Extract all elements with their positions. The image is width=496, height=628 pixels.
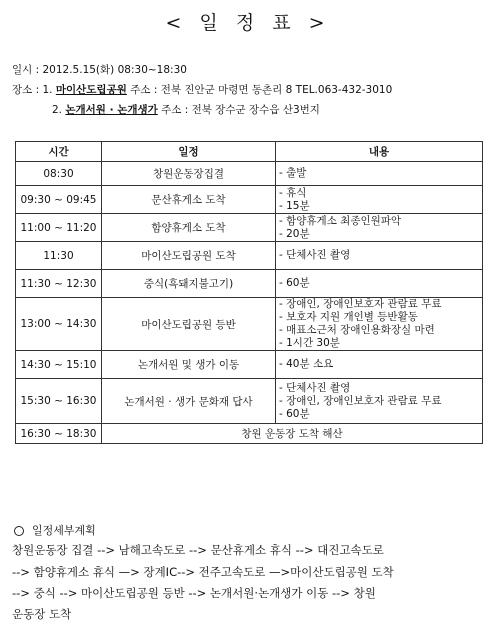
- place-line-1: [12, 82, 392, 97]
- place1-prefix: 장소 : 1.: [12, 84, 56, 96]
- cell-event-merged: 창원 운동장 도착 해산: [102, 424, 483, 444]
- place2-name: 논개서원 · 논개생가: [65, 104, 158, 116]
- cell-event: 논개서원 및 생가 이동: [102, 351, 276, 379]
- detail-line: 운동장 도착: [12, 607, 72, 621]
- cell-details: [276, 298, 483, 351]
- detail-item: - 60분: [279, 407, 310, 420]
- cell-event: 마이산도립공원 등반: [102, 298, 276, 351]
- detail-line: 창원운동장 집결 --> 남해고속도로 --> 문산휴게소 휴식 --> 대진고속도로: [12, 543, 384, 557]
- cell-event: 중식(흑돼지불고기): [102, 270, 276, 298]
- cell-details: [276, 242, 483, 270]
- circle-bullet-icon: [14, 526, 24, 536]
- schedule-body: [16, 162, 483, 444]
- cell-time: 08:30: [16, 162, 102, 186]
- table-header-row: [16, 142, 483, 162]
- cell-time: 14:30 ~ 15:10: [16, 351, 102, 379]
- detail-item: - 20분: [279, 227, 310, 240]
- place2-address: 주소 : 전북 장수군 장수읍 산3번지: [157, 104, 320, 116]
- detail-item: - 40분 소요: [279, 358, 334, 370]
- detail-line: --> 함양휴게소 휴식 —> 장계IC--> 전주고속도로 —>마이산도립공원 도착: [12, 565, 394, 579]
- table-row: [16, 242, 483, 270]
- place2-prefix: 2.: [52, 104, 66, 116]
- detail-heading-text: 일정세부계획: [32, 524, 96, 537]
- cell-event: 함양휴게소 도착: [102, 214, 276, 242]
- detail-item: - 장애인, 장애인보호자 관람료 무료: [279, 298, 442, 310]
- cell-details: [276, 162, 483, 186]
- schedule-table: [15, 141, 483, 444]
- header-event: 일정: [102, 142, 276, 162]
- table-row: [16, 351, 483, 379]
- table-row: [16, 214, 483, 242]
- table-row: [16, 379, 483, 424]
- cell-event: 마이산도립공원 도착: [102, 242, 276, 270]
- page-title: < 일 정 표 >: [165, 12, 331, 34]
- detail-item: - 출발: [279, 167, 307, 179]
- cell-time: 13:00 ~ 14:30: [16, 298, 102, 351]
- cell-details: [276, 214, 483, 242]
- detail-item: - 1시간 30분: [279, 337, 340, 349]
- detail-item: - 장애인, 장애인보호자 관람료 무료: [279, 394, 442, 407]
- cell-details: [276, 270, 483, 298]
- place1-address: 주소 : 전북 진안군 마령면 동촌리 8 TEL.063-432-3010: [126, 84, 393, 96]
- cell-time: 11:00 ~ 11:20: [16, 214, 102, 242]
- header-details: 내용: [276, 142, 483, 162]
- header-time: 시간: [16, 142, 102, 162]
- detail-item: - 보호자 지원 개인별 등반활동: [279, 311, 418, 323]
- cell-details: [276, 186, 483, 214]
- cell-time: 11:30: [16, 242, 102, 270]
- cell-time: 15:30 ~ 16:30: [16, 379, 102, 424]
- cell-details: [276, 351, 483, 379]
- table-row: [16, 162, 483, 186]
- table-row: [16, 186, 483, 214]
- place1-name: 마이산도립공원: [55, 84, 127, 96]
- cell-time: 09:30 ~ 09:45: [16, 186, 102, 214]
- cell-event: 논개서원 · 생가 문화재 답사: [102, 379, 276, 424]
- cell-event: 문산휴게소 도착: [102, 186, 276, 214]
- cell-time: 16:30 ~ 18:30: [16, 424, 102, 444]
- detail-item: - 단체사진 촬영: [279, 381, 351, 394]
- detail-item: - 매표소근처 장애인용화장실 마련: [279, 324, 435, 336]
- table-row-final: [16, 424, 483, 444]
- detail-heading: [14, 522, 96, 538]
- detail-item: - 60분: [279, 277, 310, 289]
- cell-time: 11:30 ~ 12:30: [16, 270, 102, 298]
- place-line-2: [52, 102, 320, 117]
- table-row: [16, 270, 483, 298]
- cell-details: [276, 379, 483, 424]
- detail-item: - 휴식: [279, 186, 307, 199]
- detail-item: - 15분: [279, 199, 310, 212]
- detail-item: - 단체사진 촬영: [279, 249, 351, 261]
- cell-event: 창원운동장집결: [102, 162, 276, 186]
- detail-line: --> 중식 --> 마이산도립공원 등반 --> 논개서원·논개생가 이동 --> 창원: [12, 586, 376, 600]
- table-row: [16, 298, 483, 351]
- date-line: 일시 : 2012.5.15(화) 08:30~18:30: [12, 64, 187, 76]
- detail-item: - 함양휴게소 최종인원파악: [279, 214, 402, 227]
